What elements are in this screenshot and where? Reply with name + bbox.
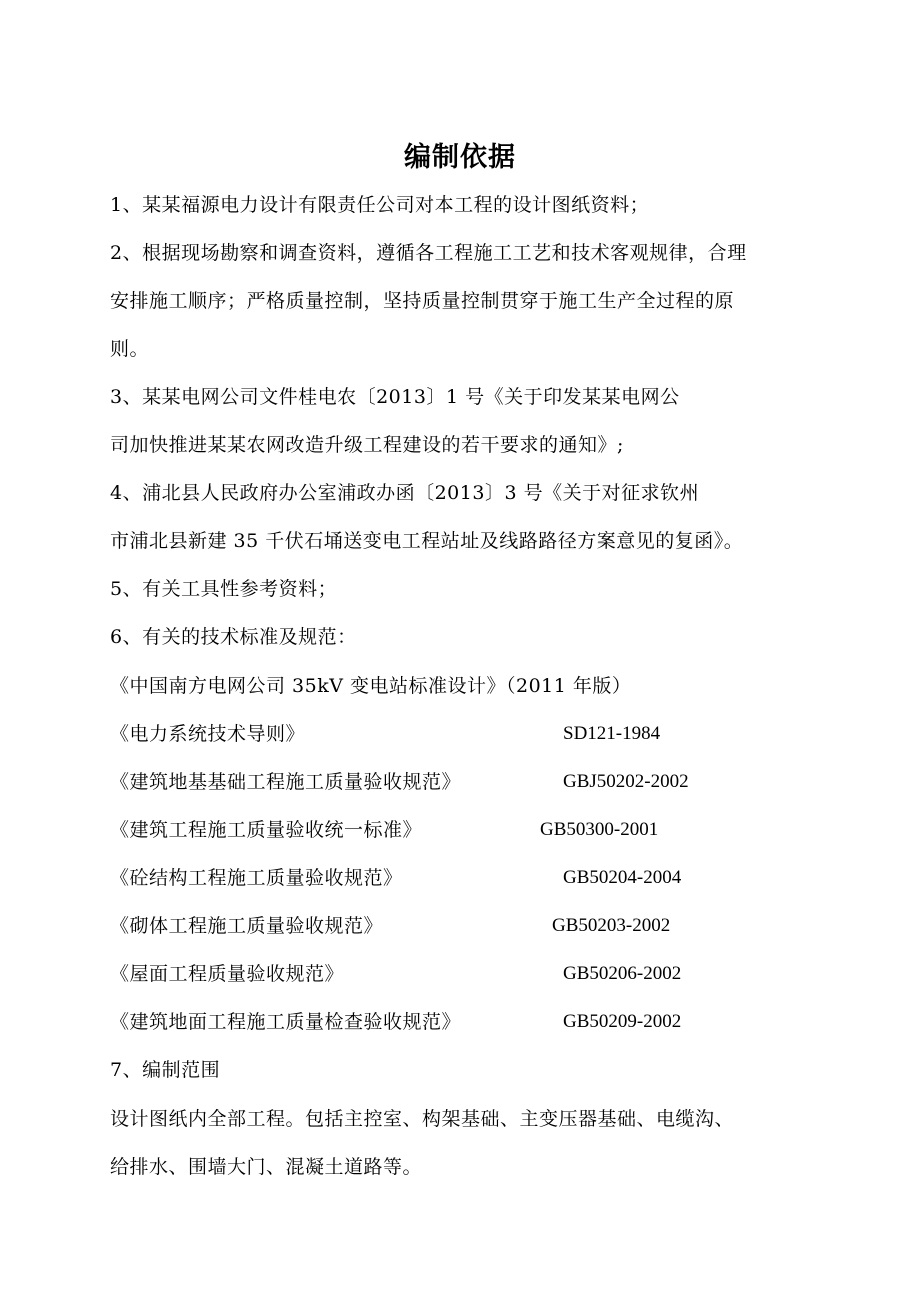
standard-name: 《建筑地面工程施工质量检查验收规范》 <box>110 1011 462 1033</box>
standard-name: 《砼结构工程施工质量验收规范》 <box>110 867 403 889</box>
standard-code: GB50206-2002 <box>563 963 682 984</box>
standard-code: GB50209-2002 <box>563 1011 682 1032</box>
standard-name: 《屋面工程质量验收规范》 <box>110 963 345 985</box>
standard-name: 《电力系统技术导则》 <box>110 723 306 745</box>
standard-code: GBJ50202-2002 <box>563 771 689 792</box>
basis-item-2-line-3: 则。 <box>110 338 150 360</box>
basis-item-6: 6、有关的技术标准及规范： <box>110 626 357 648</box>
page-title: 编制依据 <box>404 142 516 173</box>
standard-code: GB50300-2001 <box>540 819 659 840</box>
standard-code: SD121-1984 <box>563 723 661 744</box>
basis-item-4-line-2: 市浦北县新建 35 千伏石埇送变电工程站址及线路路径方案意见的复函》。 <box>110 530 744 552</box>
standard-name: 《砌体工程施工质量验收规范》 <box>110 915 384 937</box>
basis-item-3-line-1: 3、某某电网公司文件桂电农〔2013〕1 号《关于印发某某电网公 <box>110 386 680 408</box>
standard-design-reference: 《中国南方电网公司 35kV 变电站标准设计》（2011 年版） <box>110 675 632 697</box>
basis-item-5: 5、有关工具性参考资料； <box>110 578 338 600</box>
standard-code: GB50203-2002 <box>552 915 671 936</box>
basis-item-2-line-2: 安排施工顺序；严格质量控制，坚持质量控制贯穿于施工生产全过程的原 <box>110 290 735 312</box>
basis-item-7: 7、编制范围 <box>110 1059 221 1081</box>
standard-name: 《建筑地基基础工程施工质量验收规范》 <box>110 771 462 793</box>
scope-line-1: 设计图纸内全部工程。包括主控室、构架基础、主变压器基础、电缆沟、 <box>110 1108 735 1130</box>
basis-item-3-line-2: 司加快推进某某农网改造升级工程建设的若干要求的通知》; <box>110 434 624 456</box>
scope-line-2: 给排水、围墙大门、混凝土道路等。 <box>110 1156 423 1178</box>
standard-code: GB50204-2004 <box>563 867 682 888</box>
basis-item-4-line-1: 4、浦北县人民政府办公室浦政办函〔2013〕3 号《关于对征求钦州 <box>110 482 700 504</box>
basis-item-2-line-1: 2、根据现场勘察和调查资料，遵循各工程施工工艺和技术客观规律，合理 <box>110 242 747 264</box>
standard-name: 《建筑工程施工质量验收统一标准》 <box>110 819 423 841</box>
basis-item-1: 1、某某福源电力设计有限责任公司对本工程的设计图纸资料； <box>110 194 650 216</box>
